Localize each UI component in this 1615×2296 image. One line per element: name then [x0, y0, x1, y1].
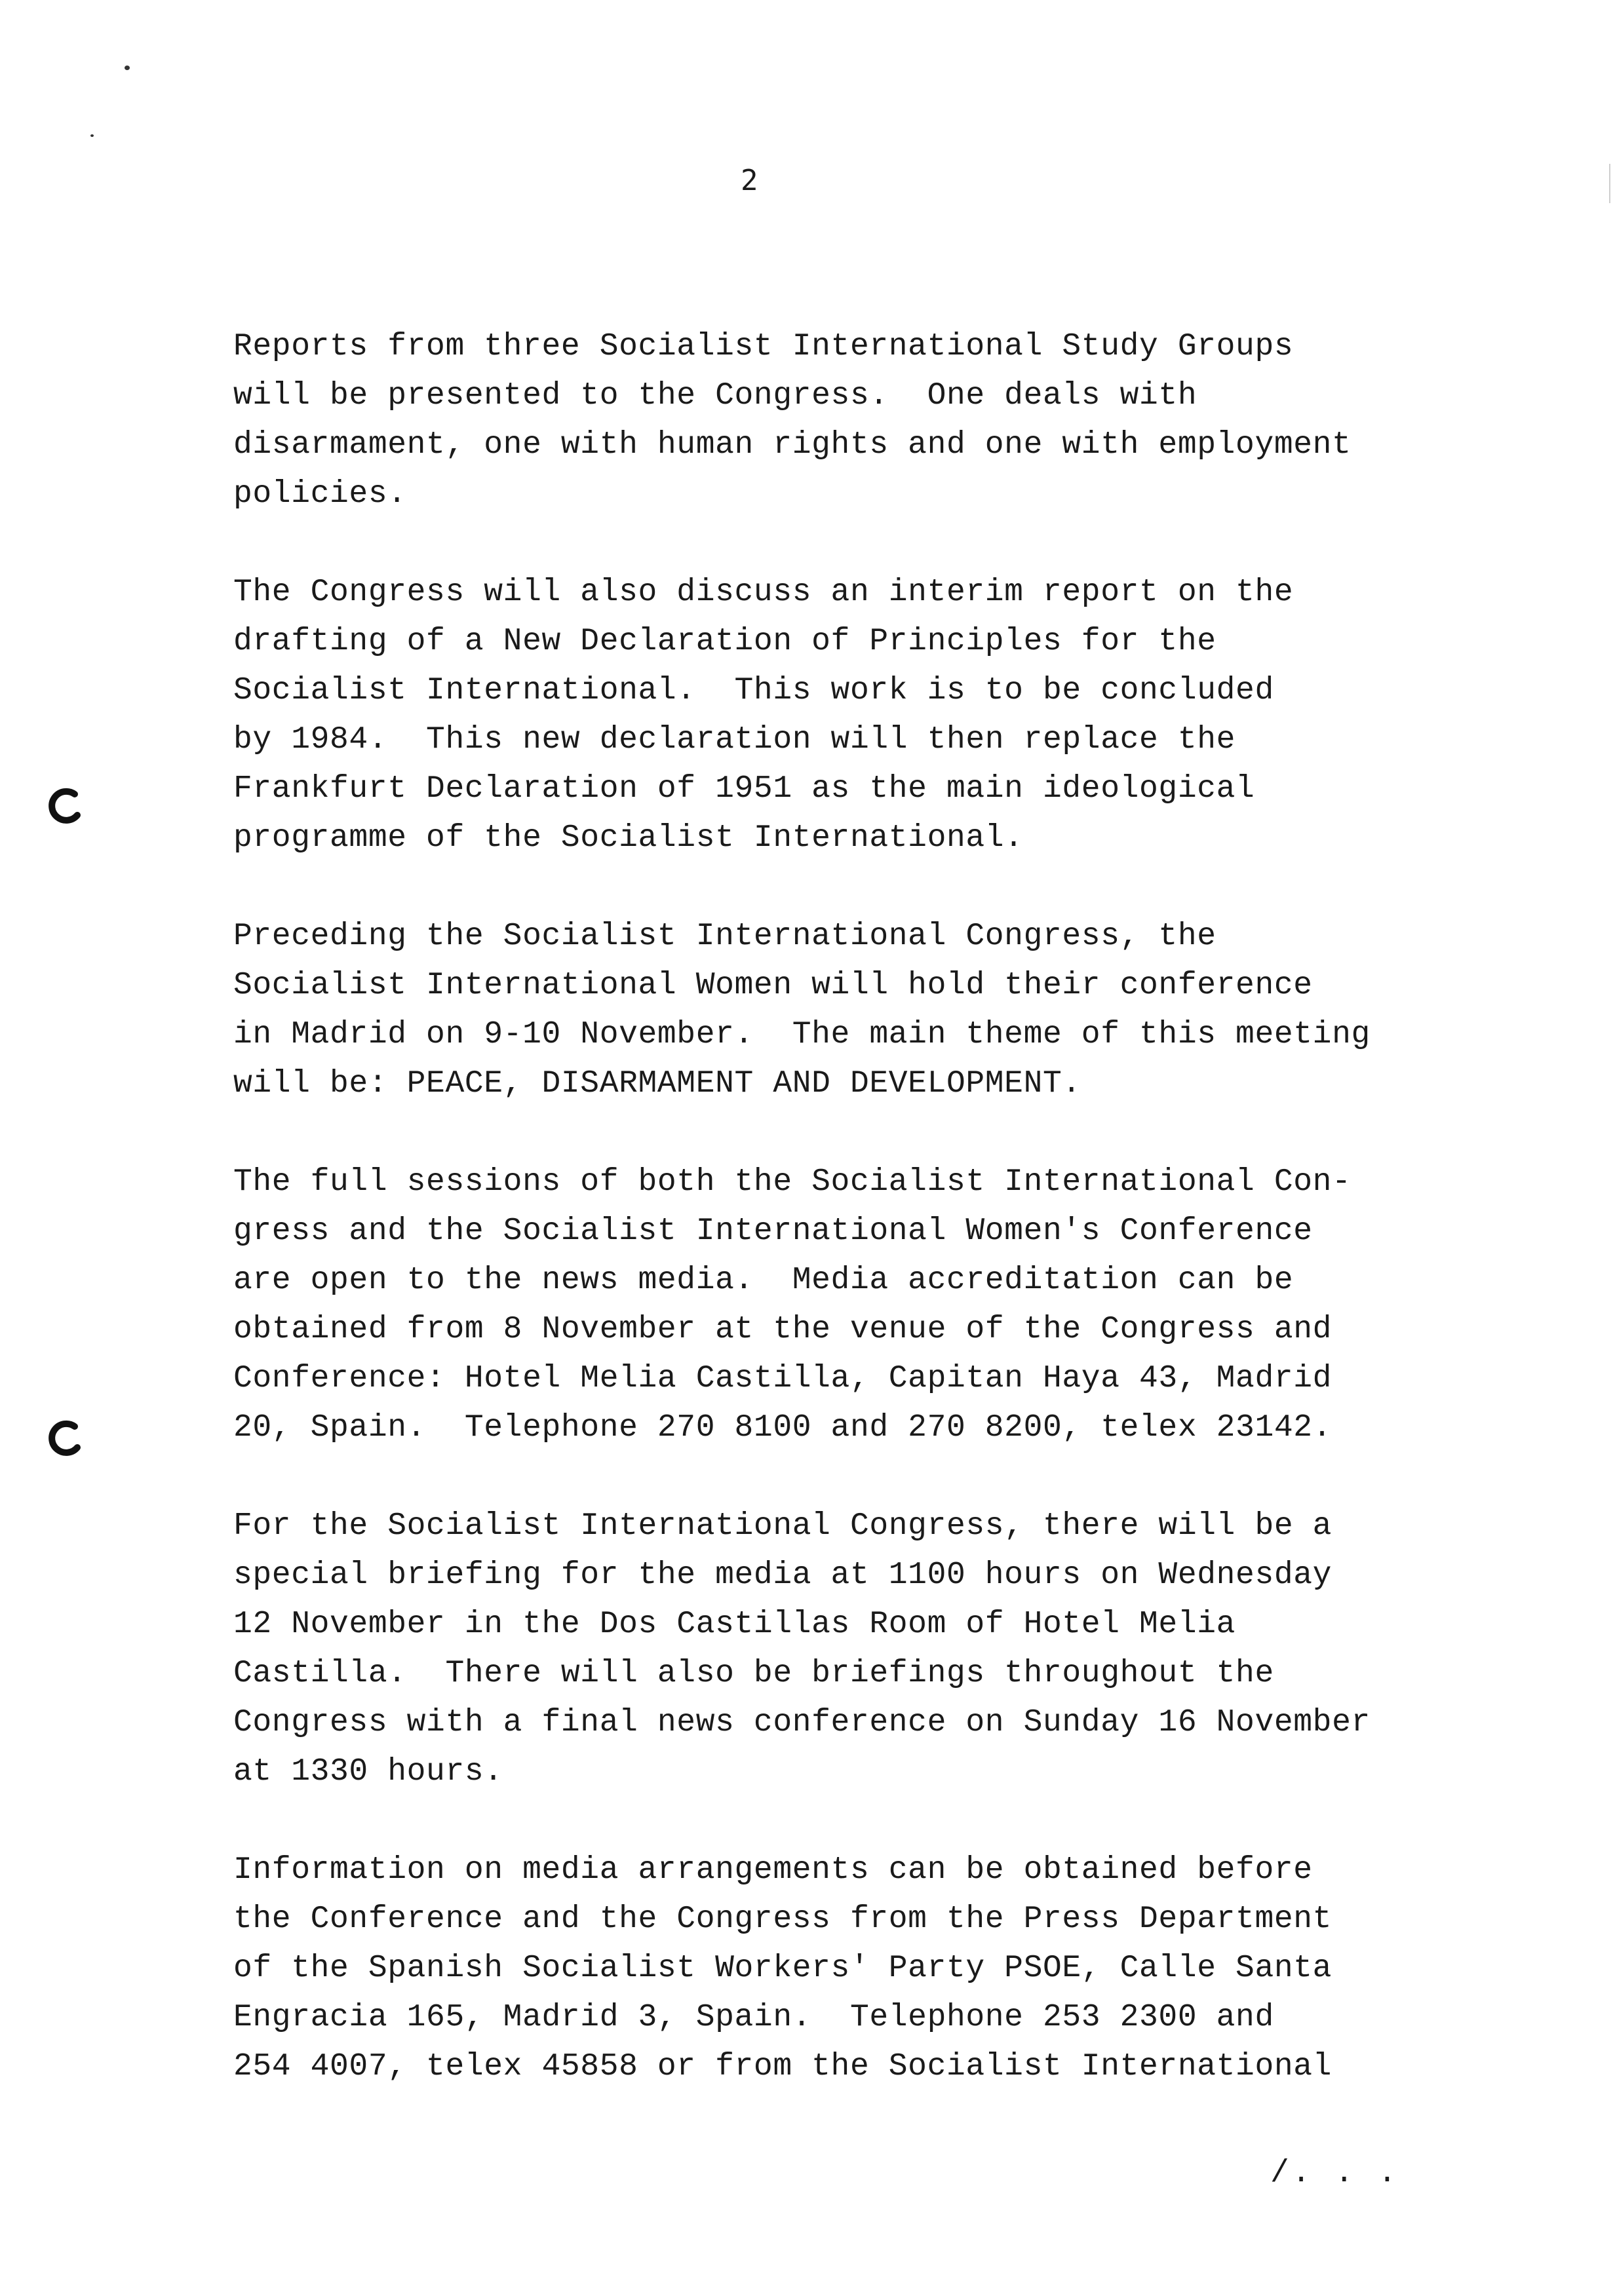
- text-line: policies.: [233, 476, 407, 512]
- punch-hole-icon: [45, 786, 83, 824]
- text-line: the Conference and the Congress from the Press Department: [233, 1902, 1333, 1937]
- paragraph-declaration: [233, 568, 1413, 863]
- paragraph-study-groups: [233, 322, 1413, 519]
- text-line: 12 November in the Dos Castillas Room of Hotel Melia: [233, 1607, 1236, 1642]
- text-line: in Madrid on 9-10 November. The main theme of this meeting: [233, 1017, 1371, 1052]
- text-line: of the Spanish Socialist Workers' Party PSOE, Calle Santa: [233, 1951, 1333, 1986]
- text-line: Preceding the Socialist International Congress, the: [233, 919, 1216, 954]
- text-line: For the Socialist International Congress, there will be a: [233, 1508, 1333, 1544]
- text-line: will be: PEACE, DISARMAMENT AND DEVELOPMENT.: [233, 1066, 1081, 1101]
- text-line: Congress with a final news conference on Sunday 16 November: [233, 1705, 1371, 1740]
- ink-speck: [90, 134, 94, 137]
- scan-edge-mark: [1609, 164, 1610, 203]
- text-line: gress and the Socialist International Women's Conference: [233, 1214, 1313, 1249]
- text-line: disarmament, one with human rights and one with employment: [233, 427, 1352, 463]
- text-line: obtained from 8 November at the venue of the Congress and: [233, 1312, 1333, 1347]
- text-line: are open to the news media. Media accreditation can be: [233, 1263, 1294, 1298]
- text-line: at 1330 hours.: [233, 1754, 503, 1789]
- text-line: by 1984. This new declaration will then replace the: [233, 722, 1236, 757]
- text-line: will be presented to the Congress. One deals with: [233, 378, 1197, 413]
- ink-speck: [125, 66, 130, 70]
- text-line: drafting of a New Declaration of Principles for the: [233, 624, 1216, 659]
- text-line: Engracia 165, Madrid 3, Spain. Telephone 253 2300 and: [233, 2000, 1274, 2035]
- continuation-mark: /. . .: [1270, 2156, 1399, 2191]
- document-body: [233, 322, 1413, 2141]
- text-line: 20, Spain. Telephone 270 8100 and 270 8200, telex 23142.: [233, 1410, 1333, 1445]
- text-line: programme of the Socialist International.: [233, 820, 1024, 856]
- text-line: The Congress will also discuss an interim report on the: [233, 575, 1294, 610]
- punch-hole-icon: [45, 1419, 83, 1457]
- text-line: Socialist International Women will hold their conference: [233, 968, 1313, 1003]
- page-number: 2: [741, 164, 758, 197]
- paragraph-briefings: [233, 1502, 1413, 1797]
- text-line: Frankfurt Declaration of 1951 as the main ideological: [233, 771, 1255, 807]
- paragraph-media-information: [233, 1846, 1413, 2092]
- paragraph-media-accreditation: [233, 1158, 1413, 1453]
- text-line: 254 4007, telex 45858 or from the Socialist International: [233, 2049, 1333, 2084]
- text-line: Reports from three Socialist International Study Groups: [233, 329, 1294, 364]
- text-line: The full sessions of both the Socialist International Con-: [233, 1164, 1352, 1200]
- text-line: Castilla. There will also be briefings throughout the: [233, 1656, 1274, 1691]
- text-line: Conference: Hotel Melia Castilla, Capitan Haya 43, Madrid: [233, 1361, 1333, 1396]
- text-line: Socialist International. This work is to be concluded: [233, 673, 1274, 708]
- text-line: special briefing for the media at 1100 hours on Wednesday: [233, 1558, 1333, 1593]
- text-line: Information on media arrangements can be obtained before: [233, 1852, 1313, 1888]
- paragraph-women-conference: [233, 912, 1413, 1109]
